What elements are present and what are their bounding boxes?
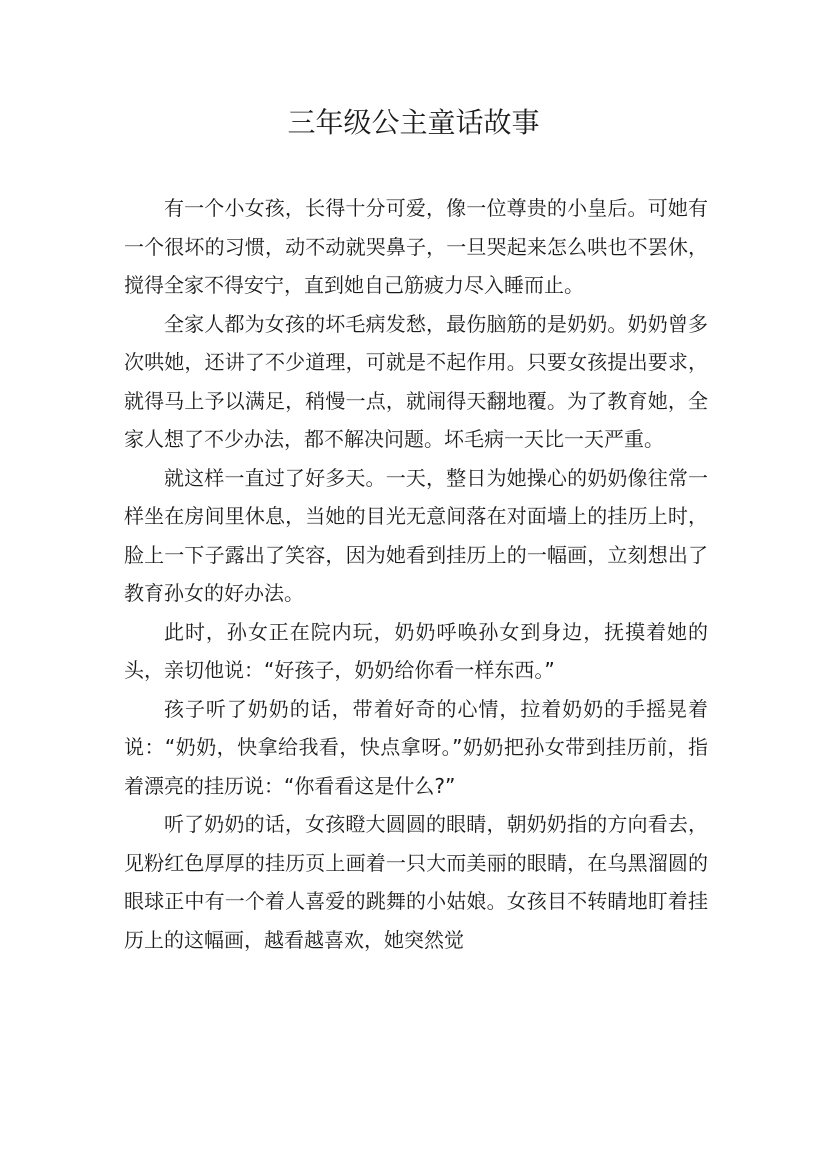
paragraph: 有一个小女孩，长得十分可爱，像一位尊贵的小皇后。可她有一个很坏的习惯，动不动就哭鼻子，一旦哭起来怎么哄也不罢休，搅得全家不得安宁，直到她自己筋疲力尽入睡而止。 [124,196,708,297]
document-title: 三年级公主童话故事 [287,106,540,139]
story-body [124,189,708,959]
paragraph: 全家人都为女孩的坏毛病发愁，最伤脑筋的是奶奶。奶奶曾多次哄她，还讲了不少道理，可就是不起作用。只要女孩提出要求，就得马上予以满足，稍慢一点，就闹得天翻地覆。为了教育她，全家人想了不少办法，都不解决问题。坏毛病一天比一天严重。 [124,311,708,451]
paragraph: 孩子听了奶奶的话，带着好奇的心情，拉着奶奶的手摇晃着说：“奶奶，快拿给我看，快点拿呀。”奶奶把孙女带到挂历前，指着漂亮的挂历说：“你看看这是什么?” [124,696,708,798]
paragraph: 此时，孙女正在院内玩，奶奶呼唤孙女到身边，抚摸着她的头，亲切他说：“好孩子，奶奶给你看一样东西。” [124,619,708,682]
paragraph: 听了奶奶的话，女孩瞪大圆圆的眼睛，朝奶奶指的方向看去，见粉红色厚厚的挂历页上画着一只大而美丽的眼睛，在乌黑溜圆的眼球正中有一个着人喜爱的跳舞的小姑娘。女孩目不转睛地盯着挂历上的这幅画，越看越喜欢，她突然觉 [124,812,708,952]
paragraph: 就这样一直过了好多天。一天，整日为她操心的奶奶像往常一样坐在房间里休息，当她的目光无意间落在对面墙上的挂历上时，脸上一下子露出了笑容，因为她看到挂历上的一幅画，立刻想出了教育孙女的好办法。 [124,465,708,605]
